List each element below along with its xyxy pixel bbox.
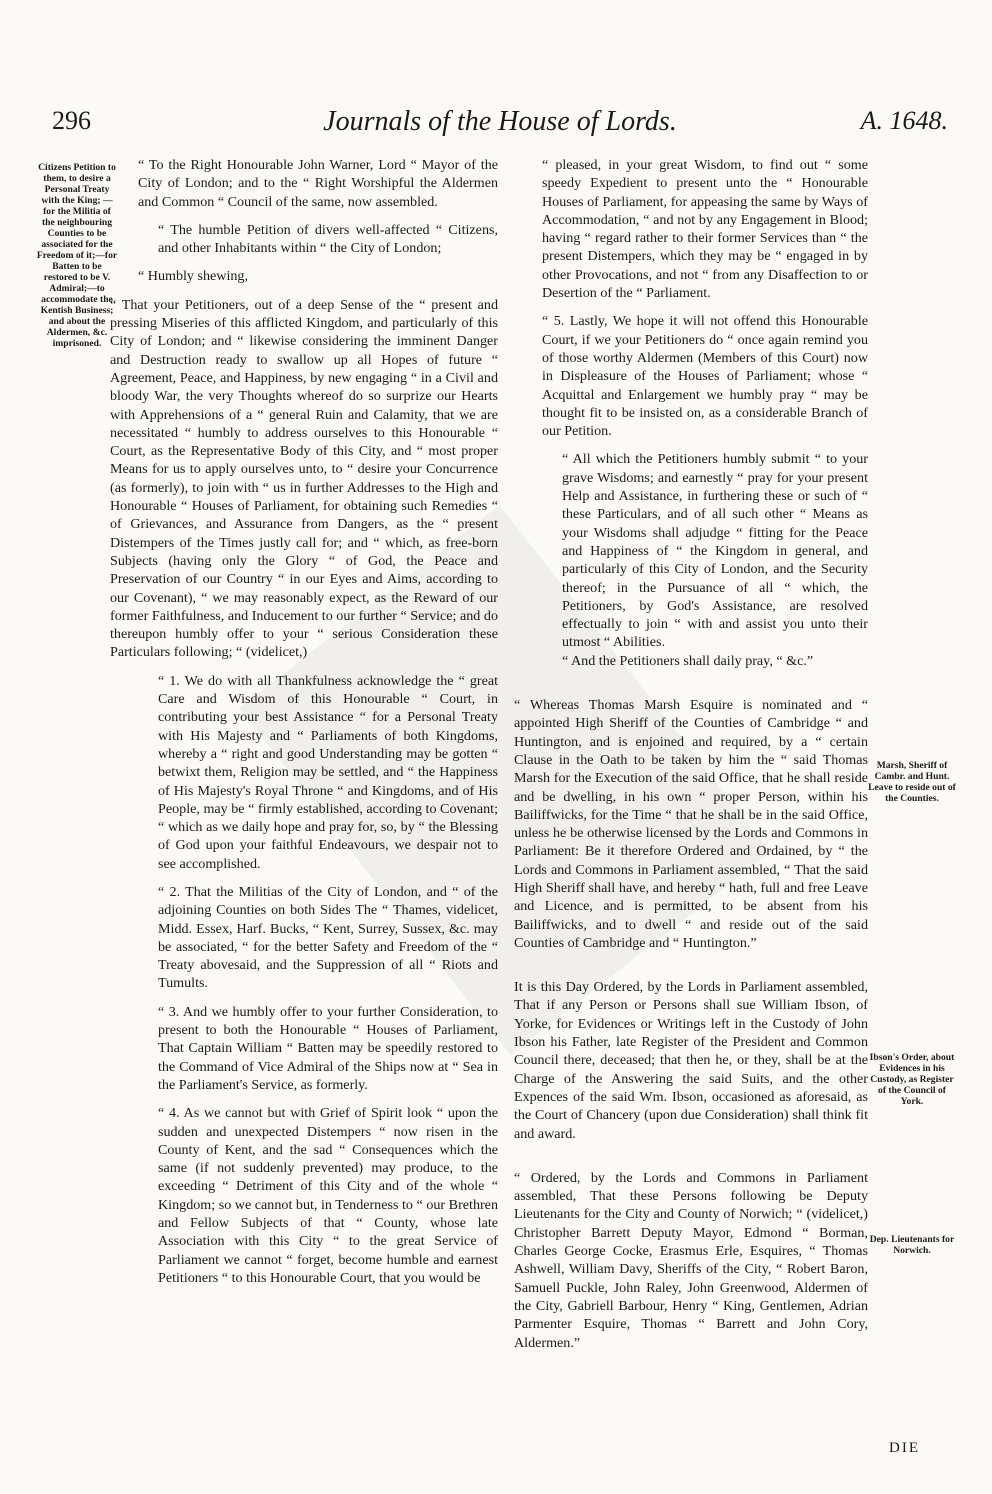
- running-title: [52, 106, 948, 138]
- petition-title: “ The humble Petition of divers well-affected “ Citizens, and other Inhabitants within “ the City of London;: [158, 221, 498, 257]
- year: A. 1648.: [860, 106, 948, 135]
- title-of: of: [569, 106, 606, 137]
- article-3: “ 3. And we humbly offer to your further Consideration, to present to both the Honourable “ Houses of Parliament, That Captain William “ Batten may be speedily restored to the Command of Vice Admiral of the Ships now at “ Sea in the Parliament's Service, as formerly.: [158, 1003, 498, 1093]
- margin-note-lieutenants: Dep. Lieutenants for Norwich.: [869, 1234, 955, 1256]
- article-1: “ 1. We do with all Thankfulness acknowledge the “ great Care and Wisdom of this Honourable “ Court, in contributing your best Assistance “ for a Personal Treaty with His Majesty and “ Parliaments of both Kingdoms, whereby a “ right and good Understanding may be gotten “ betwixt them, Religion may be settled, and “ the Happiness of His Majesty's Royal Throne “ and Kingdoms, and of His People, may be “ firmly established, according to Covenant; “ which as we daily hope and pray for, so, by “ the Blessing of God upon your faithful Endeavours, we despair not to see accomplished.: [158, 672, 498, 872]
- norwich-lieutenants-order: “ Ordered, by the Lords and Commons in Parliament assembled, That these Persons following be Deputy Lieutenants for the City and County of Norwich; “ (videlicet,) Christopher Barrett Deputy Mayor, Edmond “ Borman, Charles George Cocke, Erasmus Erle, Esquires, “ Thomas Ashwell, William Davy, Sheriffs of the City, “ Robert Baron, Samuell Puckle, John Raley, John Greenwood, Aldermen of the City, Gabriell Barbour, Henry “ King, Gentlemen, Adrian Parmenter Esquire, Thomas “ Barrett and John Cory, Aldermen.”: [514, 1169, 868, 1351]
- page-number: 296: [52, 106, 91, 135]
- marsh-order: “ Whereas Thomas Marsh Esquire is nominated and “ appointed High Sheriff of the Counties of Cambridge “ and Huntington, and is enjoined and required, by a “ certain Clause in the Oath to be taken by him the “ said Thomas Marsh for the Execution of the said Office, that he shall reside and be dwelling, in his own “ proper Person, within his Bailiffwicks, for the Time “ that he shall be in the said Office, unless he be otherwise licensed by the Lords and Commons in Parliament: Be it therefore Ordered and Ordained, by “ the Lords and Commons in Parliament assembled, “ That the said High Sheriff shall have, and hereby “ hath, full and free Leave and Licence, and is permitted, to be absent from his Bailiffwicks, and to dwell “ and reside out of the said Counties of Cambridge and “ Huntington.”: [514, 697, 868, 951]
- left-column: [110, 156, 498, 1287]
- address-paragraph: “ To the Right Honourable John Warner, Lord “ Mayor of the City of London; and to the “ Right Worshipful the Aldermen and Common “ Council of the same, now assembled.: [138, 157, 498, 210]
- petition-conclusion: “ All which the Petitioners humbly submit “ to your grave Wisdoms; and earnestly “ pray for your present Help and Assistance, in furthering these or such of “ these Particulars, and of all such other “ Means as your Wisdoms shall adjudge “ fitting for the Peace and Happiness of “ the Kingdom in general, and particularly of this City of London, and the Security thereof; in the Pursuance of all “ which, the Petitioners, by God's Assistance, are resolved effectually to join “ with and assist you unto their utmost “ Abilities.: [562, 451, 868, 651]
- margin-note-ibson: Ibson's Order, about Evidences in his Custody, as Register of the Council of York.: [869, 1052, 955, 1107]
- article-5: “ 5. Lastly, We hope it will not offend this Honourable Court, if we your Petitioners do “ once again remind you of those worthy Aldermen (Members of this Court) now in Displeasure of the Houses of Parliament; whose “ Acquittal and Enlargement we humbly pray “ may be thought fit to be insisted on, as a considerable Branch of our Petition.: [542, 313, 868, 440]
- article-2: “ 2. That the Militias of the City of London, and “ of the adjoining Counties on both Sides The “ Thames, videlicet, Midd. Essex, Harf. Bucks, “ Kent, Surrey, Sussex, &c. may be associated, “ for the better Safety and Freedom of the “ Treaty abovesaid, and the Suppression of all “ Riots and Tumults.: [158, 883, 498, 992]
- petition-closing: “ And the Petitioners shall daily pray, “ &c.”: [562, 652, 814, 669]
- catchword: DIE: [889, 1440, 920, 1456]
- margin-note-petition: Citizens Petition to them, to desire a Personal Treaty with the King; —for the Militia of the neighbouring Counties to be associated for the Freedom of it;—for Batten to be restored to be V. Admiral;—to accommodate the Kentish Business; and about the Aldermen, &c. imprisoned.: [36, 162, 118, 349]
- petition-body: “ That your Petitioners, out of a deep Sense of the “ present and pressing Miseries of this afflicted Kingdom, and particularly of this City of London; and “ likewise considering the imminent Danger and Destruction ready to swallow up all Hopes of future “ Agreement, Peace, and Happiness, by new engaging “ in a Civil and bloody War, the very Thoughts whereof do so surprize our Hearts with Apprehensions of a “ general Ruin and Calamity, that we are necessitated “ humbly to address ourselves to this Honourable “ Court, as the Representative Body of this City, and “ most proper Means for us to apply ourselves unto, to “ desire your Concurrence (as formerly), to join with “ us in further Addresses to the High and Honourable “ Houses of Parliament, for obtaining such Remedies “ of Grievances, and Assurance from Dangers, as the “ present Distempers of the Times justly call for; and “ which, as free-born Subjects (having only the Glory “ of God, the Peace and Preservation of our Country “ in our Eyes and Aims, according to our Covenant), “ we may reasonably expect, as the Reward of our former Faithfulness, and Inducement to our further “ Service; and do thereupon humbly offer to your “ serious Consideration these Particulars following; “ (videlicet,): [110, 296, 498, 661]
- page-header: [52, 106, 948, 146]
- title-house: House: [498, 106, 570, 137]
- title-of-the: of the: [421, 106, 499, 137]
- title-lords: Lords.: [605, 106, 677, 137]
- humbly-shewing: “ Humbly shewing,: [138, 268, 248, 285]
- right-column: [514, 156, 868, 1352]
- ibson-order: It is this Day Ordered, by the Lords in Parliament assembled, That if any Person or Persons shall sue William Ibson, of Yorke, for Evidences or Writings left in the Custody of John Ibson his Father, late Register of the President and Common Council there, deceased; that then he, or they, shall be at the Charge of the Answering the said Suits, and the other Expences of the said Wm. Ibson, occasioned as aforesaid, as the Court of Chancery (upon due Consideration) shall think fit and award.: [514, 979, 868, 1142]
- article-4-continued: “ pleased, in your great Wisdom, to find out “ some speedy Expedient to present unto the “ Honourable Houses of Parliament, for appeasing the same by Ways of Accommodation, “ and not by any Engagement in Blood; having “ regard rather to their former Services than “ the present Distempers, which they may be “ engaged in by other Provocations, and not “ from any Disaffection to or Desertion of the “ Parliament.: [542, 157, 868, 302]
- title-journals: Journals: [323, 106, 422, 137]
- article-4: “ 4. As we cannot but with Grief of Spirit look “ upon the sudden and unexpected Distempers “ now risen in the County of Kent, and the sad “ Consequences which the same (if not suddenly prevented) may produce, to the exceeding “ Detriment of this City and of the whole “ Kingdom; so we cannot but, in Tenderness to “ our Brethren and Fellow Subjects of that “ County, whose late Association with this City “ to the great Service of Parliament we cannot “ forget, become humble and earnest Petitioners “ to this Honourable Court, that you would be: [158, 1105, 498, 1286]
- margin-note-marsh: Marsh, Sheriff of Cambr. and Hunt. Leave to reside out of the Counties.: [868, 760, 956, 804]
